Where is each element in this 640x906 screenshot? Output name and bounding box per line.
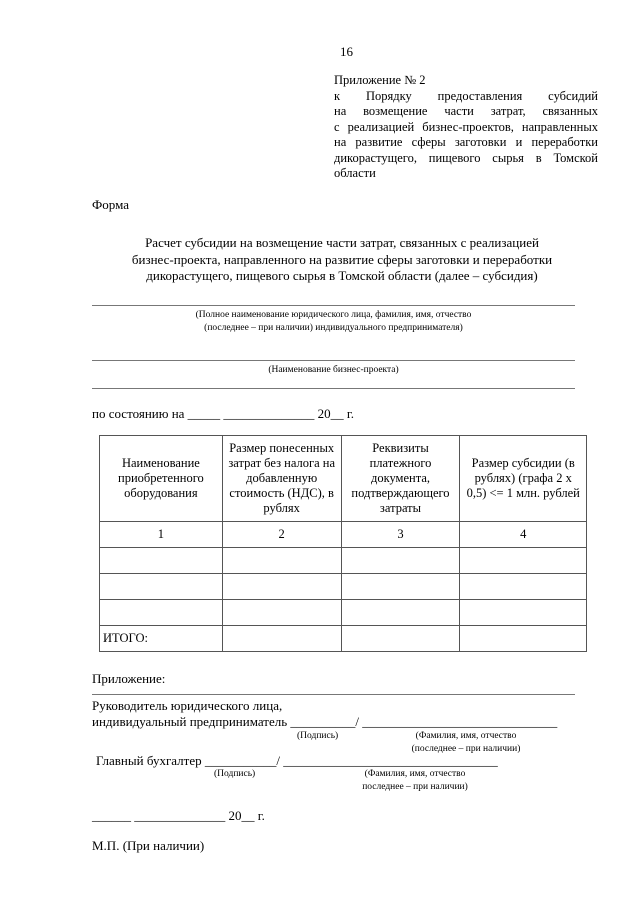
appendix-line: на возмещение части затрат, связанных [334, 104, 598, 118]
caption-line: (Фамилия, имя, отчество [415, 731, 517, 741]
header-cell: Размер понесенных затрат без налога на добавленную стоимость (НДС), в рублях [222, 436, 341, 522]
column-number: 3 [341, 522, 460, 548]
table-cell[interactable] [341, 626, 460, 652]
entity-caption [92, 309, 575, 335]
accountant-name-caption [320, 768, 510, 794]
caption-line: (Полное наименование юридического лица, фамилия, имя, отчество [195, 310, 472, 320]
page-number: 16 [340, 44, 353, 59]
project-name-line-2[interactable] [92, 388, 575, 389]
table-cell[interactable] [341, 548, 460, 574]
table-cell[interactable] [341, 574, 460, 600]
appendix-line: к Порядку предоставления субсидий [334, 88, 598, 103]
head-sign-caption: (Подпись) [297, 731, 339, 741]
appendix-line: области [334, 166, 376, 180]
total-label: ИТОГО: [100, 626, 223, 652]
table-cell[interactable] [222, 574, 341, 600]
accountant-sign-caption: (Подпись) [214, 769, 256, 779]
appendix-title: Приложение № 2 [334, 73, 426, 87]
caption-line: (Фамилия, имя, отчество [364, 769, 466, 779]
table-cell[interactable] [460, 626, 587, 652]
head-title: Руководитель юридического лица, [92, 698, 283, 713]
form-label: Форма [92, 197, 129, 212]
project-caption: (Наименование бизнес-проекта) [268, 365, 399, 375]
table-number-row [100, 522, 587, 548]
header-cell: Наименование приобретенного оборудования [100, 436, 223, 522]
table-header-row [100, 436, 587, 522]
attachment-line[interactable] [92, 694, 575, 695]
table-cell[interactable] [222, 626, 341, 652]
table-cell[interactable] [100, 574, 223, 600]
title-line: Расчет субсидии на возмещение части затрат, связанных с реализацией [145, 235, 539, 250]
title-line: дикорастущего, пищевого сырья в Томской области (далее – субсидия) [146, 268, 538, 283]
appendix-line: дикорастущего, пищевого сырья в Томской [334, 150, 598, 165]
caption-line: (последнее – при наличии) [411, 744, 521, 754]
project-name-line[interactable] [92, 360, 575, 361]
appendix-line: на развитие сферы заготовки и переработки [334, 135, 598, 149]
entity-name-line[interactable] [92, 305, 575, 306]
table-cell[interactable] [460, 600, 587, 626]
document-title [92, 235, 592, 285]
table-cell[interactable] [460, 548, 587, 574]
table-cell[interactable] [222, 600, 341, 626]
caption-line: (последнее – при наличии) индивидуального предпринимателя) [204, 323, 463, 333]
header-cell: Реквизиты платежного документа, подтверждающего затраты [341, 436, 460, 522]
column-number: 4 [460, 522, 587, 548]
table-cell[interactable] [222, 548, 341, 574]
table-cell[interactable] [100, 600, 223, 626]
appendix-line: с реализацией бизнес-проектов, направленных [334, 119, 598, 134]
column-number: 2 [222, 522, 341, 548]
accountant-signature-line[interactable]: Главный бухгалтер ___________/ _________________________________ [96, 753, 498, 768]
subsidy-table [99, 435, 587, 652]
appendix-header [334, 73, 598, 182]
table-row [100, 600, 587, 626]
table-row [100, 548, 587, 574]
table-cell[interactable] [341, 600, 460, 626]
table-cell[interactable] [100, 548, 223, 574]
stamp-label: М.П. (При наличии) [92, 838, 205, 853]
as-of-date: по состоянию на _____ ______________ 20__ г. [92, 406, 355, 421]
table-total-row [100, 626, 587, 652]
head-signature-line[interactable]: индивидуальный предприниматель __________/ ______________________________ [92, 714, 558, 729]
table-cell[interactable] [460, 574, 587, 600]
caption-line: последнее – при наличии) [362, 782, 468, 792]
date-line[interactable]: ______ ______________ 20__ г. [92, 808, 265, 823]
column-number: 1 [100, 522, 223, 548]
title-line: бизнес-проекта, направленного на развитие сферы заготовки и переработки [131, 251, 553, 267]
table-row [100, 574, 587, 600]
attachment-label: Приложение: [92, 671, 166, 686]
header-cell: Размер субсидии (в рублях) (графа 2 x 0,5) <= 1 млн. рублей [460, 436, 587, 522]
